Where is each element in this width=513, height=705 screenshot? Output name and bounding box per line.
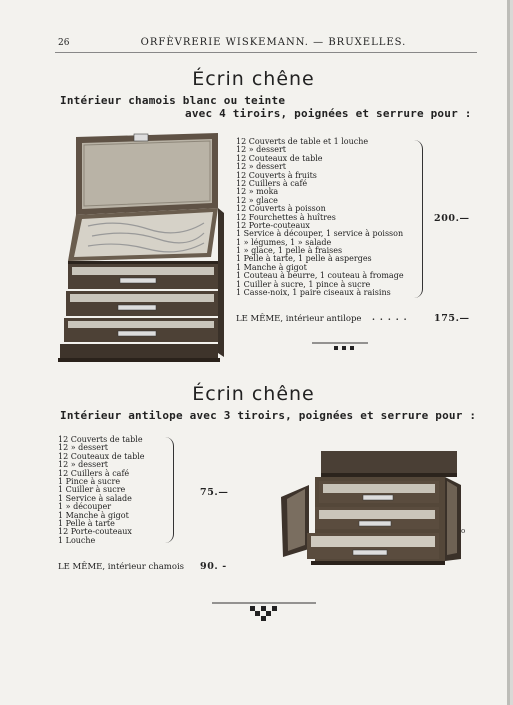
section2-contents-list bbox=[58, 436, 145, 545]
list-item: 1 Cuiller à sucre, 1 pince à sucre bbox=[236, 279, 371, 289]
list-item: 1 » glace, 1 pelle à fraises bbox=[236, 246, 343, 256]
list-item: 12 Cuillers à café bbox=[236, 178, 308, 188]
list-item: 1 » légumes, 1 » salade bbox=[236, 237, 332, 247]
list-item: 1 Pelle à tarte, 1 pelle à asperges bbox=[236, 254, 372, 264]
section1-subtitle-line2: avec 4 tiroirs, poignées et serrure pour : bbox=[185, 107, 472, 120]
running-header: ORFÈVRERIE WISKEMANN. — BRUXELLES. bbox=[140, 37, 407, 48]
section2-alt-label: LE MÊME, intérieur chamois bbox=[58, 562, 185, 572]
list-item: 12 Porte-couteaux bbox=[236, 220, 310, 230]
list-item: 1 Service à découper, 1 service à poisson bbox=[236, 229, 404, 239]
list-item: 12 Couverts à fruits bbox=[236, 170, 317, 180]
list-item: 12 » dessert bbox=[236, 162, 286, 172]
list-item: 12 Couteaux de table bbox=[58, 451, 145, 461]
section1-price: 200.— bbox=[434, 213, 470, 224]
section1-contents-list bbox=[236, 138, 404, 297]
list-item: 12 Couverts à poisson bbox=[236, 204, 326, 214]
list-item: 12 Couteaux de table bbox=[236, 153, 323, 163]
list-item: 12 Porte-couteaux bbox=[58, 527, 132, 537]
list-item: 1 Louche bbox=[58, 535, 96, 545]
list-item: 12 » dessert bbox=[236, 145, 286, 155]
list-item: 1 Casse-noix, 1 paire ciseaux à raisins bbox=[236, 288, 391, 298]
list-item: 12 » dessert bbox=[58, 443, 108, 453]
list-item: 1 Service à salade bbox=[58, 493, 132, 503]
list-item: 1 Pince à sucre bbox=[58, 476, 121, 486]
list-item: 12 » glace bbox=[236, 195, 278, 205]
section1-alt-price: 175.— bbox=[434, 313, 470, 324]
section2-alt-price: 90. - bbox=[200, 561, 227, 572]
section2-brace bbox=[163, 437, 174, 543]
svg-text:o: o bbox=[461, 527, 466, 535]
list-item: 12 » moka bbox=[236, 187, 279, 197]
list-item: 12 Couverts de table et 1 louche bbox=[236, 137, 369, 146]
ornament-divider bbox=[312, 340, 368, 354]
ornament-divider-bottom bbox=[212, 600, 316, 626]
list-item: 1 Manche à gigot bbox=[236, 262, 307, 272]
list-item: 1 Couteau à beurre, 1 couteau à fromage bbox=[236, 271, 404, 281]
list-item: 12 Cuillers à café bbox=[58, 468, 130, 478]
list-item: 12 Fourchettes à huîtres bbox=[236, 212, 336, 222]
section1-alt-dots: . . . . . bbox=[372, 313, 408, 323]
list-item: 1 » découper bbox=[58, 502, 112, 512]
list-item: 1 Cuiller à sucre bbox=[58, 485, 126, 495]
section2-price: 75.— bbox=[200, 487, 229, 498]
section2-subtitle: Intérieur antilope avec 3 tiroirs, poignées et serrure pour : bbox=[60, 409, 477, 422]
list-item: 1 Pelle à tarte bbox=[58, 518, 115, 528]
three-drawer-case-image bbox=[281, 449, 467, 567]
four-drawer-case-image bbox=[58, 131, 225, 362]
section2-title: Écrin chêne bbox=[192, 383, 315, 405]
section1-brace bbox=[412, 140, 423, 298]
section1-subtitle-line1: Intérieur chamois blanc ou teinte bbox=[60, 94, 286, 107]
list-item: 12 Couverts de table bbox=[58, 435, 143, 444]
page-number: 26 bbox=[58, 38, 70, 48]
section1-title: Écrin chêne bbox=[192, 68, 315, 90]
header-rule bbox=[55, 52, 477, 53]
list-item: 12 » dessert bbox=[58, 460, 108, 470]
list-item: 1 Manche à gigot bbox=[58, 510, 129, 520]
section1-alt-label: LE MÊME, intérieur antilope bbox=[236, 314, 362, 324]
